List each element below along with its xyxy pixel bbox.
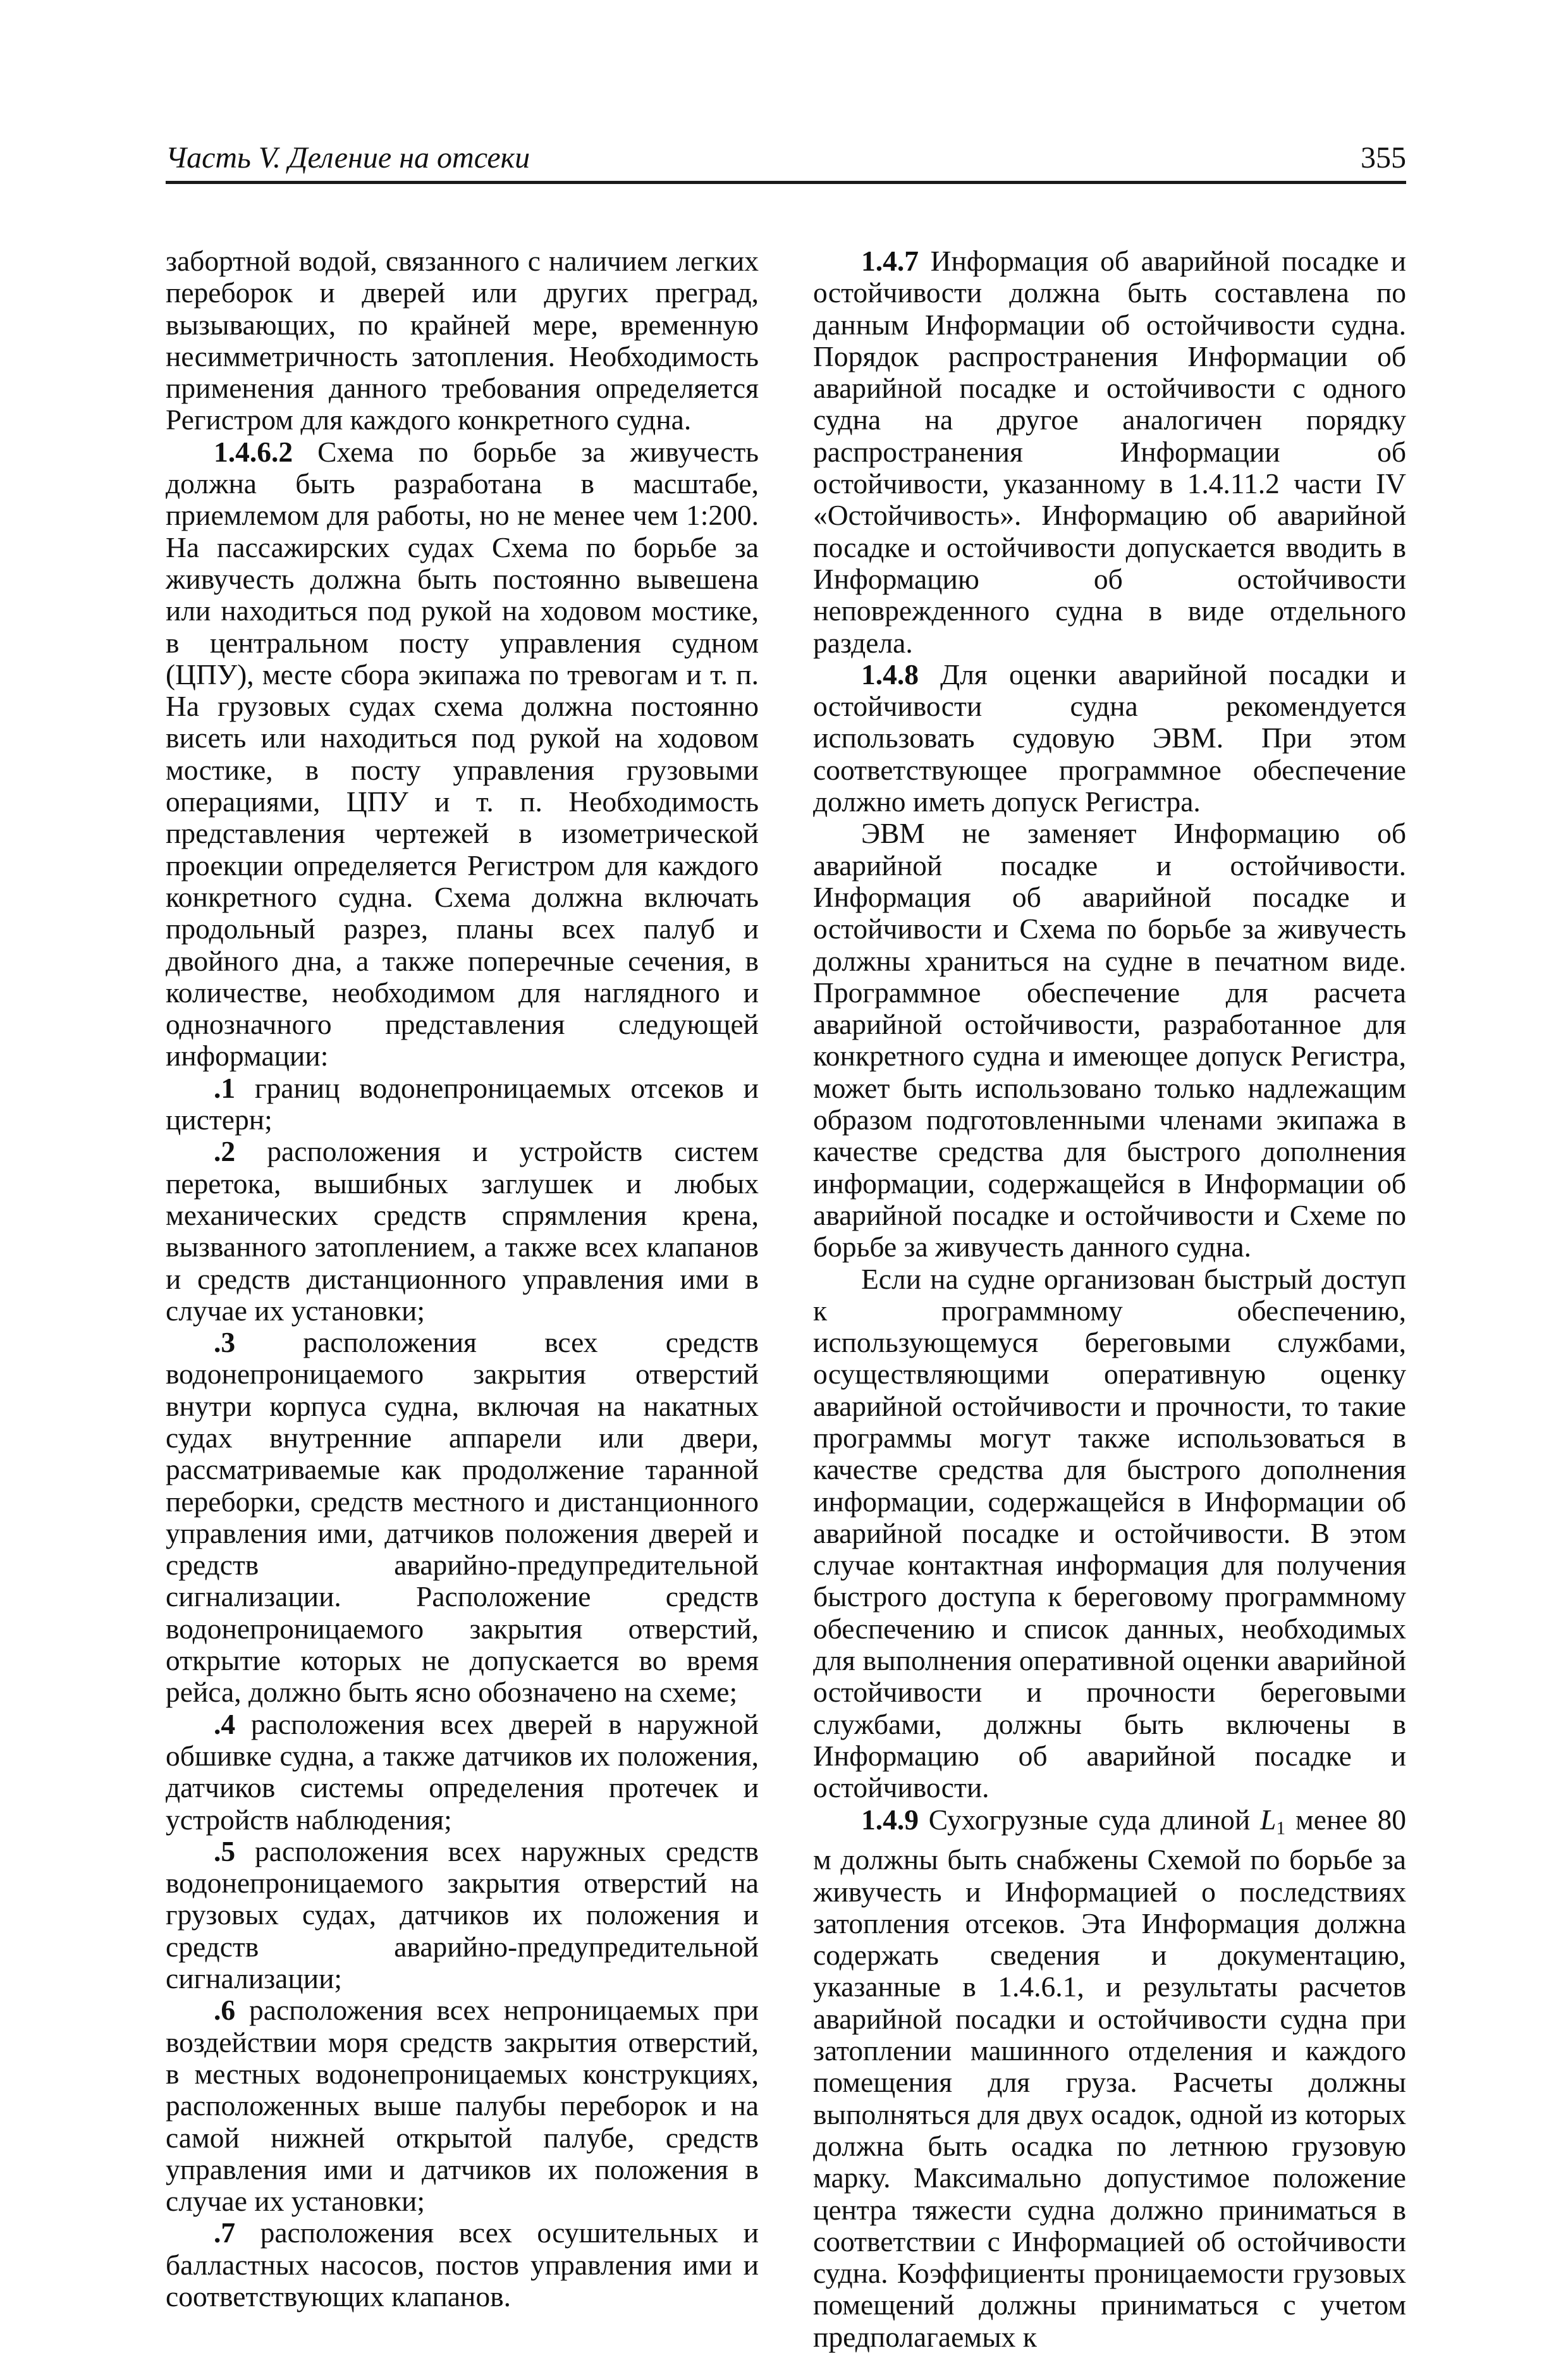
clause-number: 1.4.6.2 (214, 435, 293, 468)
running-header-title: Часть V. Деление на отсеки (166, 141, 530, 175)
clause-text-end: менее 80 м должны быть снабжены Схемой по борьбе за живучесть и Информацией о последствиях затопления отсеков. Эта Информация должна содержать сведения и документацию, указанные в 1.4.6.1, и результаты расчетов аварийной посадки и остойчивости судна при затоплении машинного отделения и каждого помещения для груза. Расчеты должны выполняться для двух осадок, одной из которых должна быть осадка по летнюю грузовую марку. Максимально допустимое положение центра тяжести судна должно приниматься в соответствии с Информацией об остойчивости судна. Коэффициенты проницаемости грузовых помещений должны приниматься с учетом предполагаемых к (813, 1803, 1406, 2353)
length-subscript: 1 (1276, 1817, 1286, 1838)
list-item-number: .5 (214, 1834, 236, 1867)
paragraph-1-4-7 (813, 245, 1406, 659)
list-item (166, 1709, 759, 1836)
page-number: 355 (1361, 141, 1406, 175)
list-item-number: .1 (214, 1071, 236, 1104)
list-item-text: расположения всех дверей в наружной обшивке судна, а также датчиков их положения, датчиков системы определения протечек и устройств наблюдения; (166, 1707, 759, 1836)
right-column (813, 245, 1406, 2353)
list-item-text: расположения и устройств систем перетока, вышибных заглушек и любых механических средств спрямления крена, вызванного затоплением, а также всех клапанов и средств дистанционного управления ими в случае их установки; (166, 1135, 759, 1327)
list-item-text: расположения всех осушительных и балластных насосов, постов управления ими и соответствующих клапанов. (166, 2216, 759, 2313)
list-item-text: расположения всех непроницаемых при воздействии моря средств закрытия отверстий, в местных водонепроницаемых конструкциях, расположенных выше палубы переборок и на самой нижней открытой палубе, средств управления ими и датчиков их положения в случае их установки; (166, 1994, 759, 2218)
list-item-text: расположения всех наружных средств водонепроницаемого закрытия отверстий на грузовых судах, датчиков их положения и средств аварийно-предупредительной сигнализации; (166, 1834, 759, 1995)
list-item-number: .7 (214, 2216, 236, 2249)
list-item (166, 1994, 759, 2217)
list-item-number: .3 (214, 1326, 236, 1359)
list-item-text: границ водонепроницаемых отсеков и цистерн; (166, 1071, 759, 1136)
paragraph-continuation: забортной водой, связанного с наличием легких переборок и дверей или других преград, вызывающих, по крайней мере, временную несимметричность затопления. Необходимость применения данного требования определяется Регистром для каждого конкретного судна. (166, 245, 759, 436)
list-item (166, 1327, 759, 1709)
paragraph-1-4-9 (813, 1804, 1406, 2353)
clause-number: 1.4.8 (861, 658, 919, 691)
list-item (166, 1136, 759, 1327)
list-item (166, 1072, 759, 1136)
list-item (166, 2217, 759, 2313)
paragraph-1-4-8 (813, 659, 1406, 818)
clause-text-start: Сухогрузные суда длиной (919, 1803, 1261, 1836)
clause-text: Схема по борьбе за живучесть должна быть разработана в масштабе, приемлемом для работы, но не менее чем 1:200. На пассажирских судах Схема по борьбе за живучесть должна быть постоянно вывешена или находиться под рукой на ходовом мостике, в центральном посту управления судном (ЦПУ), месте сбора экипажа по тревогам и т. п. На грузовых судах схема должна постоянно висеть или находиться под рукой на ходовом мостике, в посту управления грузовыми операциями, ЦПУ и т. п. Необходимость представления чертежей в изометрической проекции определяется Регистром для каждого конкретного судна. Схема должна включать продольный разрез, планы всех палуб и двойного дна, а также поперечные сечения, в количестве, необходимом для наглядного и однозначного представления следующей информации: (166, 435, 759, 1072)
left-column (166, 245, 759, 2313)
list-item-text: расположения всех средств водонепроницаемого закрытия отверстий внутри корпуса судна, включая на накатных судах внутренние аппарели или двери, рассматриваемые как продолжение таранной переборки, средств местного и дистанционного управления ими, датчиков положения дверей и средств аварийно-предупредительной сигнализации. Расположение средств водонепроницаемого закрытия отверстий, открытие которых не допускается во время рейса, должно быть ясно обозначено на схеме; (166, 1326, 759, 1709)
list-item (166, 1836, 759, 1994)
paragraph-shore-software: Если на судне организован быстрый доступ к программному обеспечению, использующемуся береговыми службами, осуществляющими оперативную оценку аварийной остойчивости и прочности, то такие программы могут также использоваться в качестве средства для быстрого дополнения информации, содержащейся в Информации об аварийной посадке и остойчивости. В этом случае контактная информация для получения быстрого доступа к береговому программному обеспечению и список данных, необходимых для выполнения оперативной оценки аварийной остойчивости и прочности береговыми службами, должны быть включены в Информацию об аварийной посадке и остойчивости. (813, 1262, 1406, 1804)
clause-number: 1.4.7 (861, 245, 919, 277)
length-symbol: L (1260, 1803, 1277, 1836)
list-item-number: .4 (214, 1707, 236, 1740)
paragraph-evm: ЭВМ не заменяет Информацию об аварийной посадке и остойчивости. Информация об аварийной посадке и остойчивости и Схема по борьбе за живучесть должны храниться на судне в печатном виде. Программное обеспечение для расчета аварийной остойчивости, разработанное для конкретного судна и имеющее допуск Регистра, может быть использовано только надлежащим образом подготовленными членами экипажа в качестве средства для быстрого дополнения информации, содержащейся в Информации об аварийной посадке и остойчивости и Схеме по борьбе за живучесть данного судна. (813, 817, 1406, 1263)
running-header (166, 140, 1406, 184)
list-item-number: .2 (214, 1135, 236, 1168)
list-item-number: .6 (214, 1994, 236, 2027)
clause-number: 1.4.9 (861, 1803, 919, 1836)
clause-text: Информация об аварийной посадке и остойчивости должна быть составлена по данным Информации об остойчивости судна. Порядок распространения Информации об аварийной посадке и остойчивости с одного судна на другое аналогичен порядку распространения Информации об остойчивости, указанному в 1.4.11.2 части IV «Остойчивость». Информацию об аварийной посадке и остойчивости допускается вводить в Информацию об остойчивости неповрежденного судна в виде отдельного раздела. (813, 245, 1406, 659)
paragraph-1-4-6-2 (166, 436, 759, 1072)
clause-text: Для оценки аварийной посадки и остойчивости судна рекомендуется использовать судовую ЭВМ. При этом соответствующее программное обеспечение должно иметь допуск Регистра. (813, 658, 1406, 818)
